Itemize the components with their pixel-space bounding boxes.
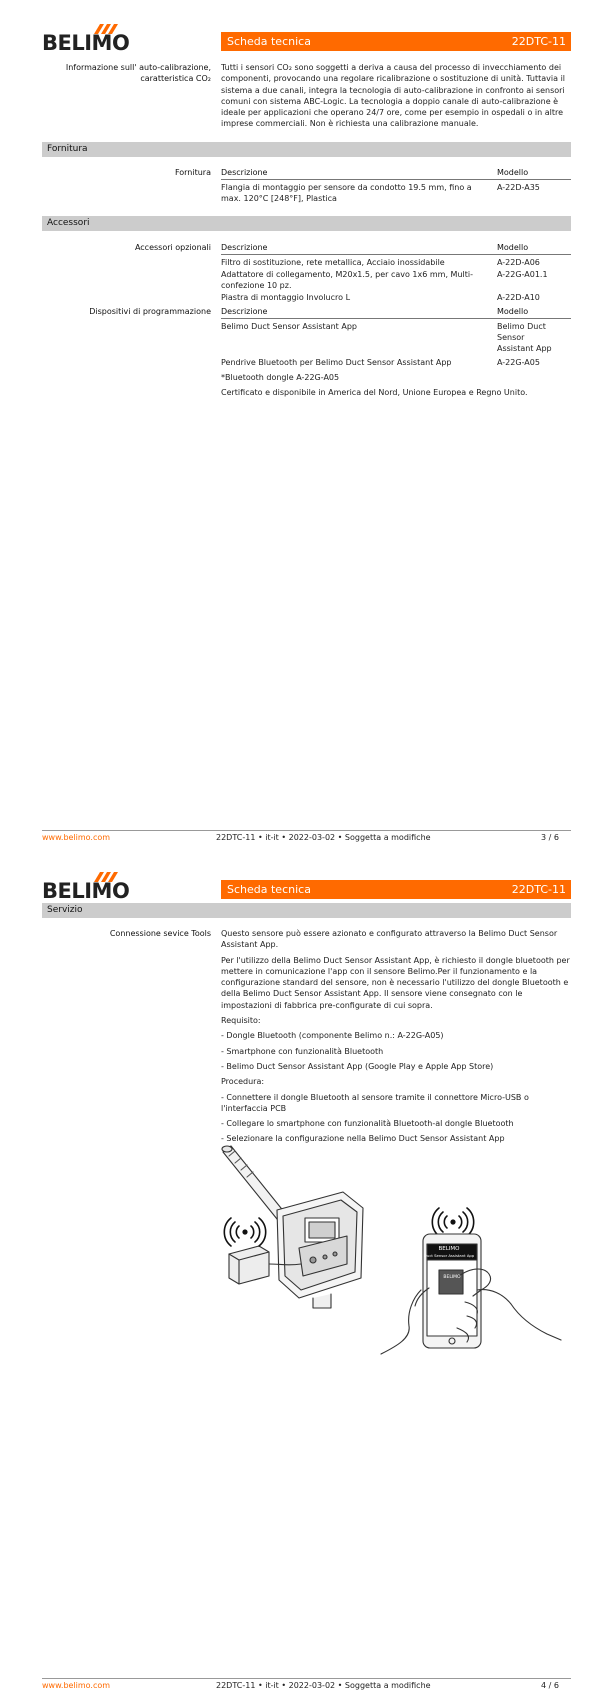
col-description: Descrizione	[221, 168, 268, 177]
accessories-table-header	[221, 242, 571, 255]
section-servizio	[42, 903, 571, 918]
page-number: 3 / 6	[541, 833, 559, 842]
col-description: Descrizione	[221, 307, 268, 316]
footer-url-link[interactable]: www.belimo.com	[42, 1681, 111, 1690]
logo-text: BELIMO	[42, 31, 130, 55]
title-bar	[221, 32, 571, 51]
footer-divider	[42, 1678, 571, 1679]
bluetooth-note: *Bluetooth dongle A-22G-A05	[221, 373, 340, 382]
col-description: Descrizione	[221, 243, 268, 252]
bluetooth-setup-illustration	[221, 1140, 573, 1362]
auto-calibration-label	[41, 62, 211, 84]
procedure-item: - Connettere il dongle Bluetooth al sensore tramite il connettore Micro-USB o l'interfaccia PCB	[221, 1092, 529, 1113]
duct-sensor	[277, 1192, 363, 1308]
certification-note: Certificato e disponibile in America del Nord, Unione Europea e Regno Unito.	[221, 388, 528, 397]
service-tools-label: Connessione sevice Tools	[109, 929, 211, 938]
row-description: Flangia di montaggio per sensore da condotto 19.5 mm, fino a max. 120°C [248°F], Plastica	[221, 183, 472, 203]
title-bar	[221, 880, 571, 899]
belimo-logo	[42, 24, 130, 55]
service-paragraph-1: Questo sensore può essere azionato e configurato attraverso la Belimo Duct Sensor Assistant App.	[221, 929, 558, 950]
phone-app-brand: BELIMO	[438, 1246, 460, 1252]
doc-type: Scheda tecnica	[227, 883, 311, 896]
procedure-item: - Collegare lo smartphone con funzionalità Bluetooth-al dongle Bluetooth	[221, 1119, 514, 1129]
section-fornitura	[42, 142, 571, 157]
service-paragraph-2: Per l'utilizzo della Belimo Duct Sensor Assistant App, è richiesto il dongle bluetooth per mettere in comunicazione l'app con il sensore Belimo.Per il funzionamento e la configurazione standard del sensore, non è necessario l'utilizzo del dongle Bluetooth e della Belimo Duct Sensor Assistant App. Il sensore viene consegnato con le impostazioni di fabbrica pre-configurate di cui sopra.	[221, 955, 570, 1010]
logo-text: BELIMO	[42, 879, 130, 903]
bluetooth-signal-icon	[432, 1208, 473, 1236]
auto-calibration-text: Tutti i sensori CO₂ sono soggetti a deriva a causa del processo di invecchiamento dei componenti, provocando una regolare ricalibrazione o sostituzione di unità. Tuttavia il sistema a due canali, integra la tecnologia di auto-calibrazione in confronto ai sensori comuni con sistema ABC-Logic. La tecnologia a doppio canale di auto-calibrazione è ideale per applicazioni che operano 24/7 ore, come per esempio in ospedali o in altre imprese commerciali. Non è richiesta una calibrazione manuale.	[221, 63, 566, 129]
bluetooth-signal-icon	[224, 1218, 265, 1246]
row-description: Adattatore di collegamento, M20x1.5, per cavo 1x6 mm, Multi-confezione 10 pz.	[221, 270, 473, 290]
requirement-item: - Smartphone con funzionalità Bluetooth	[221, 1046, 384, 1056]
footer	[42, 1680, 571, 1692]
footer-url-link[interactable]: www.belimo.com	[42, 833, 111, 842]
belimo-logo	[42, 872, 130, 903]
requirement-item: - Dongle Bluetooth (componente Belimo n.: A-22G-A05)	[221, 1031, 444, 1041]
fornitura-table-header	[221, 167, 571, 180]
requirement-item: - Belimo Duct Sensor Assistant App (Google Play e Apple App Store)	[221, 1061, 494, 1071]
phone-device-brand: BELIMO	[443, 1275, 461, 1280]
row-model: A-22G-A01.1	[497, 270, 548, 279]
doc-model: 22DTC-11	[511, 883, 566, 896]
footer	[42, 832, 571, 844]
footer-info: 22DTC-11 • it-it • 2022-03-02 • Soggetta a modifiche	[216, 833, 431, 842]
doc-model: 22DTC-11	[511, 35, 566, 48]
row-model: A-22D-A35	[497, 183, 540, 192]
section-fornitura-title: Fornitura	[47, 144, 88, 154]
row-model: Belimo Duct Sensor Assistant App	[497, 322, 552, 353]
section-accessori	[42, 216, 571, 231]
row-description: Filtro di sostituzione, rete metallica, Acciaio inossidabile	[221, 258, 445, 267]
footer-info: 22DTC-11 • it-it • 2022-03-02 • Soggetta a modifiche	[216, 1681, 431, 1690]
section-accessori-title: Accessori	[47, 218, 90, 228]
fornitura-label: Fornitura	[174, 168, 211, 177]
auto-calibration-label-line2: caratteristica CO₂	[140, 74, 211, 83]
row-model: A-22D-A10	[497, 293, 540, 302]
row-description: Piastra di montaggio Involucro L	[221, 293, 351, 302]
auto-calibration-label-line1: Informazione sull' auto-calibrazione,	[65, 63, 211, 72]
col-model: Modello	[497, 168, 529, 177]
col-model: Modello	[497, 243, 529, 252]
requirements-title: Requisito:	[221, 1016, 261, 1026]
row-model: A-22D-A06	[497, 258, 540, 267]
optional-accessories-label: Accessori opzionali	[134, 243, 211, 252]
phone-app-title: Duct Sensor Assistant App	[424, 1253, 474, 1258]
section-servizio-title: Servizio	[47, 905, 83, 915]
service-text	[221, 928, 573, 1149]
doc-type: Scheda tecnica	[227, 35, 311, 48]
row-description: Pendrive Bluetooth per Belimo Duct Sensor Assistant App	[221, 358, 452, 367]
procedure-item: - Selezionare la configurazione nella Belimo Duct Sensor Assistant App	[221, 1134, 505, 1144]
footer-divider	[42, 830, 571, 831]
col-model: Modello	[497, 307, 529, 316]
row-model: A-22G-A05	[497, 358, 540, 367]
programming-table-header	[221, 306, 571, 319]
procedure-title: Procedura:	[221, 1077, 265, 1087]
page-number: 4 / 6	[541, 1681, 559, 1690]
row-description: Belimo Duct Sensor Assistant App	[221, 322, 357, 331]
programming-devices-label: Dispositivi di programmazione	[89, 307, 211, 316]
